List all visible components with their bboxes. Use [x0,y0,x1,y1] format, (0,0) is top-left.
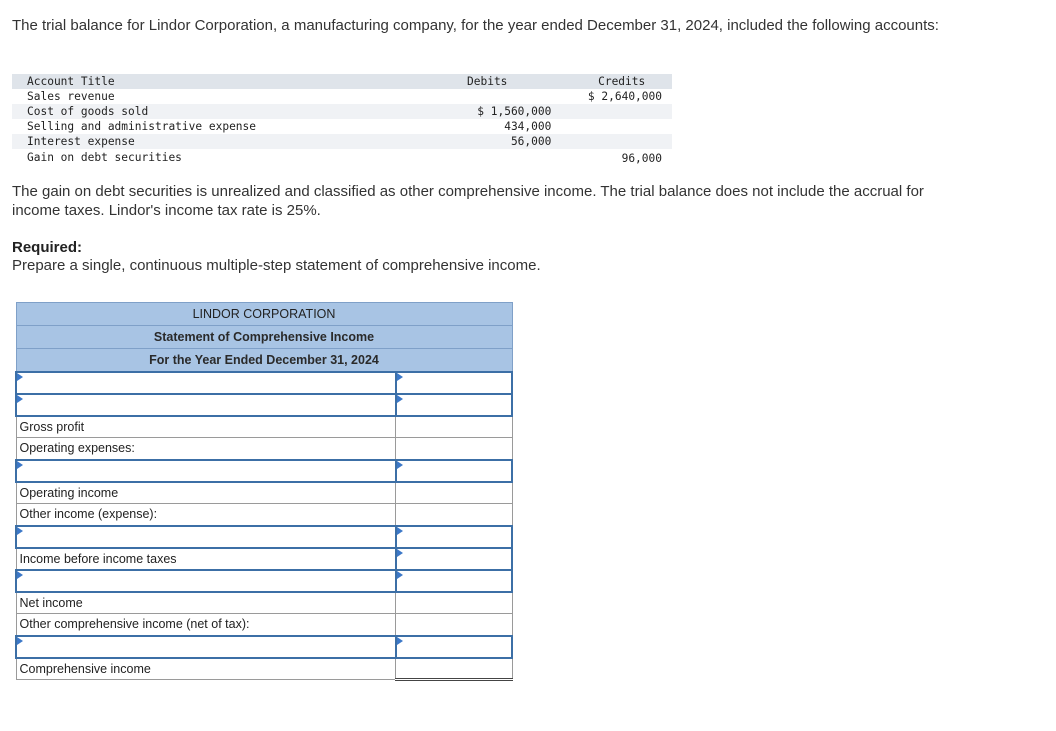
statement-header-row [16,303,512,326]
statement-label-row [16,504,512,526]
statement-period: For the Year Ended December 31, 2024 [16,349,512,372]
dropdown-marker-icon [17,527,23,535]
other-income-label: Other income (expense): [16,504,396,526]
dropdown-marker-icon [397,373,403,381]
account-title: Gain on debt securities [27,151,182,164]
statement-label-row [16,438,512,460]
amount-input[interactable] [396,526,512,548]
dropdown-marker-icon [17,571,23,579]
statement-label-row [16,416,512,438]
debit-value: 56,000 [510,135,552,148]
net-income-amount[interactable] [396,592,512,614]
debit-value: 434,000 [504,120,552,133]
account-dropdown[interactable] [16,372,396,394]
statement-title: Statement of Comprehensive Income [16,326,512,349]
account-dropdown[interactable] [16,636,396,658]
account-dropdown[interactable] [16,460,396,482]
statement-input-row [16,526,512,548]
credit-value [551,119,672,134]
dropdown-marker-icon [397,527,403,535]
amount-input[interactable] [396,460,512,482]
trial-balance-row [12,89,672,104]
statement-label-row [16,548,512,570]
statement-label-row [16,482,512,504]
account-dropdown[interactable] [16,570,396,592]
operating-expenses-label: Operating expenses: [16,438,396,460]
debit-value [393,89,551,104]
dropdown-marker-icon [397,637,403,645]
oci-amount [396,614,512,636]
required-label: Required: [12,239,83,256]
dropdown-marker-icon [17,373,23,381]
statement-header-row [16,349,512,372]
dropdown-marker-icon [397,395,403,403]
income-before-taxes-amount[interactable] [396,548,512,570]
debits-header: Debits [467,75,508,88]
gross-profit-label: Gross profit [16,416,396,438]
dropdown-marker-icon [397,571,403,579]
amount-input[interactable] [396,570,512,592]
credit-value: $ 2,640,000 [587,90,662,103]
income-before-taxes-label: Income before income taxes [16,548,396,570]
dropdown-marker-icon [397,549,403,557]
credit-value [551,104,672,119]
account-title: Interest expense [27,135,135,148]
statement-header-row [16,326,512,349]
dropdown-marker-icon [397,461,403,469]
debit-value: $ 1,560,000 [477,105,552,118]
required-text: Prepare a single, continuous multiple-step statement of comprehensive income. [12,257,541,274]
trial-balance-row [12,104,672,119]
other-income-amount [396,504,512,526]
comprehensive-income-amount[interactable] [396,658,512,680]
trial-balance-row [12,149,672,166]
trial-balance-row [12,134,672,149]
account-title: Sales revenue [27,90,115,103]
dropdown-marker-icon [17,461,23,469]
account-dropdown[interactable] [16,526,396,548]
debit-value [393,149,551,166]
gain-note: The gain on debt securities is unrealized and classified as other comprehensive income. The trial balance does not include the accrual for income taxes. Lindor's income tax rate is 25%. [12,183,924,219]
credits-header: Credits [598,75,646,88]
operating-income-label: Operating income [16,482,396,504]
account-title-header: Account Title [27,75,115,88]
credit-value [551,134,672,149]
statement-input-row [16,372,512,394]
gross-profit-amount[interactable] [396,416,512,438]
statement-input-row [16,460,512,482]
credit-value: 96,000 [621,152,662,165]
amount-input[interactable] [396,636,512,658]
oci-label: Other comprehensive income (net of tax): [16,614,396,636]
statement-input-row [16,636,512,658]
intro-text: The trial balance for Lindor Corporation, a manufacturing company, for the year ended December 31, 2024, included the following accounts: [12,17,939,34]
amount-input[interactable] [396,394,512,416]
account-title: Cost of goods sold [27,105,149,118]
company-name: LINDOR CORPORATION [16,303,512,326]
statement-input-row [16,570,512,592]
amount-input[interactable] [396,372,512,394]
operating-expenses-amount [396,438,512,460]
dropdown-marker-icon [17,637,23,645]
comprehensive-income-label: Comprehensive income [16,658,396,680]
trial-balance-table [12,74,672,166]
statement-label-row [16,658,512,680]
dropdown-marker-icon [17,395,23,403]
trial-balance-header-row [12,74,672,89]
statement-label-row [16,592,512,614]
trial-balance-row [12,119,672,134]
operating-income-amount[interactable] [396,482,512,504]
statement-table [15,302,513,681]
statement-input-row [16,394,512,416]
statement-label-row [16,614,512,636]
account-title: Selling and administrative expense [27,120,257,133]
net-income-label: Net income [16,592,396,614]
account-dropdown[interactable] [16,394,396,416]
